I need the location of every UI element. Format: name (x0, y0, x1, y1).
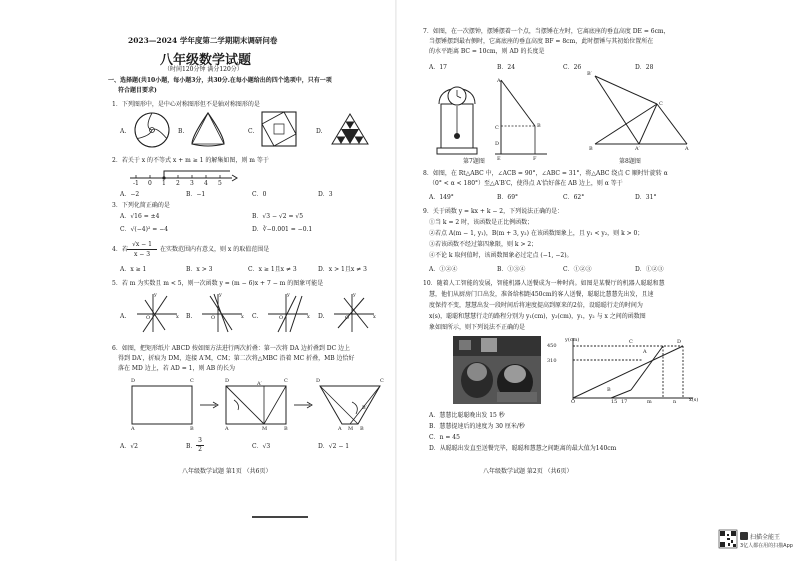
q1-option-c: C. (248, 128, 255, 135)
q6-fig1-point-a: A (131, 426, 135, 432)
q3-option-a: A．√16 = ±4 (120, 213, 160, 220)
q6-option-b-denominator: 2 (198, 446, 202, 453)
question-8-line-1: 8．如图，在 Rt△ABC 中，∠ACB = 90°，∠ABC = 31°，将△ABC 绕点 C 顺时针旋转 α (423, 170, 668, 177)
exam-info: （时间120分钟 满分120分） (164, 66, 243, 73)
q1-figure-c (260, 110, 298, 148)
q10-option-d: D．从聪聪出发直至送餐完毕，聪聪和慧慧之间距离的最大值为140cm (429, 445, 617, 452)
q5d-y-label: y (353, 292, 356, 298)
q1-option-a: A. (120, 128, 127, 135)
q7-option-d: D．28 (635, 64, 654, 71)
q6-fig2-point-a: A (225, 426, 229, 432)
q5a-origin-label: O (146, 315, 151, 321)
q10-point-a: A (643, 349, 647, 355)
question-7-line-3: 的水平距离 BC = 10cm，则 AD 的长度是 (429, 48, 545, 55)
question-10-line-5: 象如图所示，则下列说法不正确的是 (429, 324, 526, 331)
camscanner-logo-icon (740, 532, 748, 540)
q5a-y-label: y (154, 292, 157, 298)
page-2-footer: 八年级数学试题 第2页 （共6页） (483, 468, 573, 475)
q7-option-c: C．26 (563, 64, 582, 71)
q4-option-d: D．x > 1且x ≠ 3 (318, 266, 367, 273)
q4-option-a: A．x ≥ 1 (120, 266, 147, 273)
q8-point-c: C (659, 101, 663, 107)
q6-fig3-point-a: A (338, 426, 342, 432)
q1-option-b: B. (178, 128, 185, 135)
question-6-line-3: 落在 MD 边上，若 AD = 1，则 AB 的长为 (118, 365, 236, 372)
qr-code-icon (719, 530, 737, 548)
q9-statement-1: ①当 k = 2 时，该函数是正比例函数； (429, 219, 534, 226)
question-10-line-2: 慧，他们从厨房门口出发，准备给相距450cm的客人送餐，聪聪比慧慧先出发，且速 (429, 291, 654, 298)
q8-option-d: D．31° (635, 194, 657, 201)
question-10-line-4: x(s)，聪聪和慧慧行走的路程分别为 y₁(cm)，y₂(cm)，y₁，y₂ 与 x 之间的函数图 (429, 313, 646, 320)
q6-fig2-point-a-prime: A′ (257, 381, 262, 387)
q3-option-c: C．√(−4)² = −4 (120, 226, 169, 233)
q7-point-c: C (495, 125, 499, 131)
question-6-line-2: 得到 DA′，折痕为 DM，连接 A′M，CM；第二次将△MBC 沿着 MC 折叠，MB 边恰好 (118, 355, 355, 362)
q2-tick-3: 3 (190, 180, 194, 187)
q6-fig2-point-c: C (284, 378, 288, 384)
q10-option-a: A．慧慧比聪聪晚出发 15 秒 (429, 412, 505, 419)
q7-option-b: B．24 (497, 64, 516, 71)
question-7-line-2: 当摆锤摆到最右侧时，它离底座的垂直高度 BF = 8cm，此时摆锤与其初始位置所在 (429, 38, 654, 45)
q2-option-c: C．0 (252, 191, 267, 198)
section-1-heading-cont: 符合题目要求) (118, 87, 157, 94)
q3-option-b: B．√3 − √2 = √5 (252, 213, 304, 220)
q10-x-tick-m: m (647, 399, 652, 405)
question-10-line-1: 10．随着人工智能的发展，智能机器人送餐成为一种时尚。如图是某餐厅的机器人聪聪和慧 (423, 280, 665, 287)
q9-option-c: C．①②③ (563, 266, 592, 273)
q2-option-d: D．3 (318, 191, 333, 198)
q6-fig2-point-d: D (225, 378, 230, 384)
q5a-x-label: x (176, 314, 179, 320)
q6-fig1-point-b: B (190, 426, 194, 432)
q5-graph-b (200, 292, 244, 334)
q5-graph-a (135, 292, 179, 334)
q4-option-b: B．x > 3 (186, 266, 213, 273)
q8-option-b: B．69° (497, 194, 519, 201)
question-8-line-2: （0° < α < 180°）至△A′B′C，使得点 A′恰好落在 AB 边上，则 α 等于 (429, 180, 623, 187)
q9-statement-4: ④不论 k 取何值时，该函数图象必过定点 (−1, −2)。 (429, 252, 573, 259)
q9-option-a: A．①②④ (429, 266, 458, 273)
question-9: 9．关于函数 y = kx + k − 2，下列说法正确的是： (423, 208, 564, 215)
q8-figure (587, 74, 697, 150)
q8-option-c: C．62° (563, 194, 585, 201)
q8-option-a: A．149° (429, 194, 454, 201)
q10-y-axis-label: y(cm) (565, 337, 580, 343)
q10-y-tick-450: 450 (547, 343, 557, 349)
q9-option-d: D．①②③ (635, 266, 664, 273)
scanner-sub: 3亿人都在用的扫描App (740, 543, 793, 549)
q6-option-c: C．√3 (252, 443, 271, 450)
q10-option-b: B．慧慧提速后的速度为 30 厘米/秒 (429, 423, 525, 430)
q5b-y-label: y (219, 292, 222, 298)
q4-option-c: C．x ≥ 1且x ≠ 3 (248, 266, 297, 273)
q6-fig3-point-m: M (348, 426, 354, 432)
q5-option-b: B. (186, 313, 193, 320)
question-2: 2．若关于 x 的不等式 x + m ≥ 1 的解集如图，则 m 等于 (112, 157, 269, 164)
q5b-origin-label: O (211, 315, 216, 321)
q7-figure (435, 76, 575, 158)
q6-fig3-point-b: B (360, 426, 364, 432)
exam-title: 八年级数学试题 (160, 53, 252, 68)
right-page (397, 0, 794, 561)
q6-option-d: D．√2 − 1 (318, 443, 350, 450)
q5c-x-label: x (307, 314, 310, 320)
page-1-footer: 八年级数学试题 第1页 （共6页） (182, 468, 272, 475)
question-3: 3．下列化简正确的是 (112, 202, 170, 209)
q9-statement-2: ②若点 A(m − 1, y₁)，B(m + 3, y₂) 在该函数图象上，且 y₁ < y₂，则 k > 0； (429, 230, 644, 237)
q5d-origin-label: O (345, 315, 350, 321)
question-1: 1．下列图形中，是中心对称图形但不是轴对称图形的是 (112, 101, 260, 108)
question-4-prefix: 4．若 (112, 246, 128, 253)
q10-origin-label: O (571, 399, 576, 405)
q10-y-tick-310: 310 (547, 358, 557, 364)
q7-point-b: B (537, 123, 541, 129)
q8-point-a: A (685, 146, 689, 152)
q7-point-f: F (533, 156, 537, 162)
q10-x-tick-n: n (673, 399, 677, 405)
fig8-caption: 第8题图 (619, 158, 641, 165)
question-7-line-1: 7．如图，在一次摆钟，摆锤摆着一个点，当摆锤在左时，它离底座的垂直高度 DE = 6cm， (423, 28, 670, 35)
q7-point-e: E (497, 156, 501, 162)
q10-segment-y2-a (611, 390, 631, 398)
q6-fig1-point-d: D (131, 378, 136, 384)
q8-point-b-prime: B′ (587, 71, 592, 77)
q10-point-b: B (607, 387, 611, 393)
header-year: 2023—2024 学年度第二学期期末调研问卷 (128, 36, 278, 45)
scanner-brand: 扫描全能王 (750, 534, 781, 541)
q1-option-d: D. (316, 128, 323, 135)
question-6-line-1: 6．如图，把矩形纸片 ABCD 按如图方法进行两次折叠：第一次将 DA 边折叠到 DC 边上 (112, 345, 351, 352)
q5b-x-label: x (241, 314, 244, 320)
q10-point-c: C (629, 339, 633, 345)
q5-option-c: C. (252, 313, 259, 320)
q6-folding-figures (130, 384, 380, 430)
q6-fig3-point-d: D (316, 378, 321, 384)
q6-option-b-numerator: 3 (196, 437, 204, 446)
q6-fig1-point-c: C (190, 378, 194, 384)
q8-point-a-prime: A′ (635, 146, 640, 152)
q6-fig2-point-b: B (284, 426, 288, 432)
q4-fraction-numerator: √x − 1 (127, 241, 157, 250)
q2-tick-0: 0 (148, 180, 152, 187)
q10-x-tick-17: 17 (621, 399, 628, 405)
q3-option-d: D．∛−0.001 = −0.1 (252, 226, 313, 233)
question-10-line-3: 度保持不变，慧慧出发一段时间后将速度提高到原来的2倍，设聪聪行走的时间为 (429, 302, 643, 309)
q2-option-a: A．−2 (120, 191, 140, 198)
q7-option-a: A．17 (429, 64, 447, 71)
q6-fig3-point-b-prime: B′ (362, 405, 367, 411)
q5c-origin-label: O (279, 315, 284, 321)
q5-option-d: D. (318, 313, 325, 320)
q10-segment-y1 (573, 346, 683, 398)
q2-tick-5: 5 (218, 180, 222, 187)
q8-point-b: B (589, 146, 593, 152)
q2-tick-4: 4 (204, 180, 208, 187)
q7-point-d: D (495, 141, 500, 147)
q4-fraction-denominator: x − 3 (133, 251, 151, 258)
q5d-x-label: x (373, 314, 376, 320)
q5-option-a: A. (120, 313, 127, 320)
question-5: 5．若 m 为实数且 m < 5，则一次函数 y = (m − 6)x + 7 − m 的图象可能是 (112, 280, 324, 287)
q1-figure-b (188, 110, 228, 148)
q6-option-b: B． (186, 443, 197, 450)
q10-x-tick-15: 15 (611, 399, 618, 405)
q9-option-b: B．①③④ (497, 266, 526, 273)
q2-option-b: B．−1 (186, 191, 206, 198)
q1-figure-a (132, 110, 172, 150)
robot-photo (453, 336, 541, 404)
q10-point-d: D (677, 339, 682, 345)
q2-tick-1: 1 (162, 180, 166, 187)
q6-fig2-point-m: M (262, 426, 268, 432)
q7-point-a: A (497, 78, 501, 84)
q6-fig3-point-c: C (380, 378, 384, 384)
fig7-caption: 第7题图 (463, 158, 485, 165)
q1-figure-d (330, 112, 370, 146)
q2-tick-2: 2 (176, 180, 180, 187)
q10-option-c: C．n = 45 (429, 434, 460, 441)
question-4-text: 在实数范围内有意义，则 x 的取值范围是 (160, 246, 270, 253)
q10-x-axis-label: x(s) (689, 397, 699, 403)
q5c-y-label: y (287, 292, 290, 298)
q6-option-a: A．√2 (120, 443, 138, 450)
scan-smudge (252, 516, 308, 518)
q2-tick--1: -1 (133, 180, 139, 187)
q9-statement-3: ③若该函数不经过第四象限，则 k > 2； (429, 241, 538, 248)
section-1-heading: 一、选择题(共10小题，每小题3分，共30分.在每小题给出的四个选项中，只有一项 (108, 77, 332, 84)
